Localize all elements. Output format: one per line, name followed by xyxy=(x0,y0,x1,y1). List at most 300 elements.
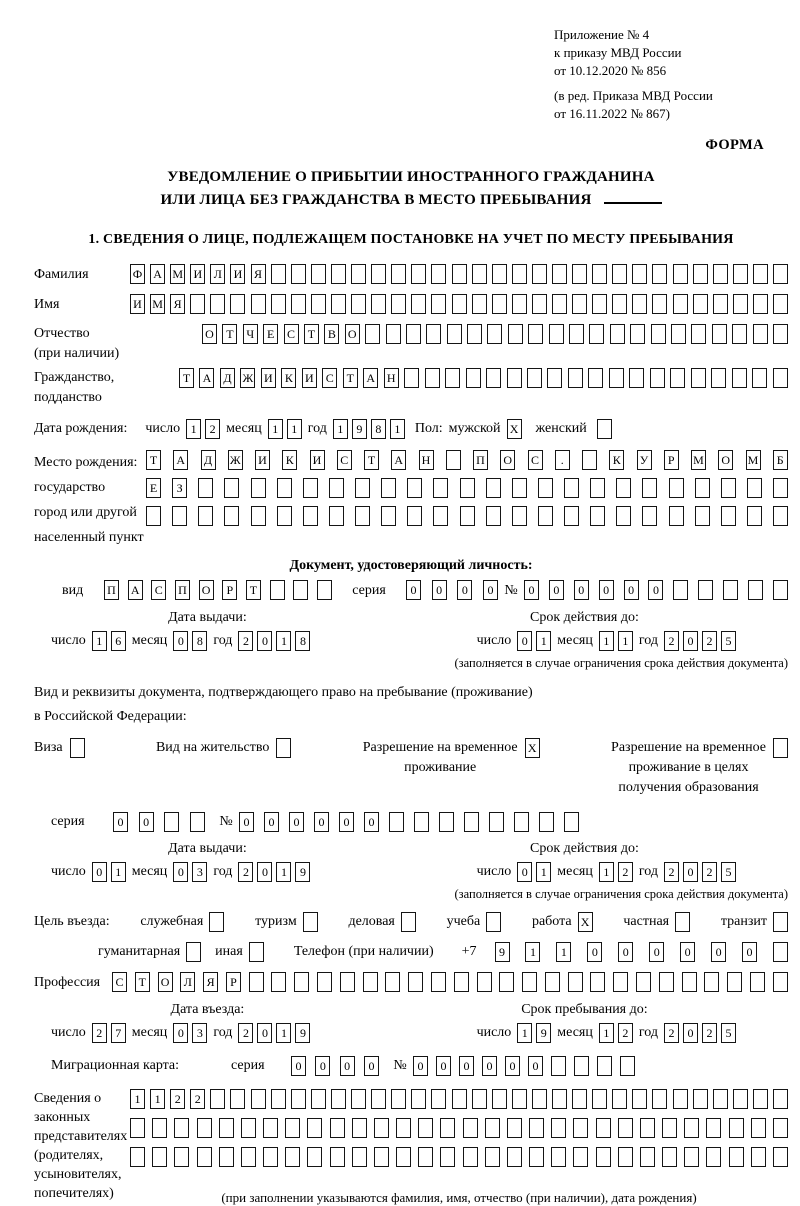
char-cell[interactable]: Ж xyxy=(228,450,243,470)
char-cell[interactable]: А xyxy=(173,450,188,470)
char-cell[interactable] xyxy=(512,506,527,526)
char-cell[interactable] xyxy=(431,1089,446,1109)
char-cell[interactable] xyxy=(673,294,688,314)
char-cell[interactable] xyxy=(507,1118,522,1138)
char-cell[interactable] xyxy=(732,368,747,388)
char-cell[interactable] xyxy=(311,264,326,284)
char-cell[interactable]: О xyxy=(718,450,733,470)
char-cell[interactable]: П xyxy=(473,450,488,470)
char-cell[interactable] xyxy=(447,324,462,344)
char-cell[interactable] xyxy=(317,580,332,600)
char-cell[interactable] xyxy=(408,972,423,992)
char-cell[interactable] xyxy=(492,264,507,284)
char-cell[interactable]: М xyxy=(150,294,165,314)
char-cell[interactable] xyxy=(752,368,767,388)
char-cell[interactable]: 0 xyxy=(505,1056,520,1076)
char-cell[interactable] xyxy=(472,1089,487,1109)
char-cell[interactable]: Д xyxy=(220,368,235,388)
char-cell[interactable]: 0 xyxy=(364,812,379,832)
char-cell[interactable] xyxy=(499,972,514,992)
char-cell[interactable] xyxy=(721,478,736,498)
char-cell[interactable]: 0 xyxy=(711,942,726,962)
char-cell[interactable]: 0 xyxy=(482,1056,497,1076)
char-cell[interactable]: С xyxy=(337,450,352,470)
char-cell[interactable]: А xyxy=(391,450,406,470)
char-cell[interactable]: X xyxy=(525,738,540,758)
char-cell[interactable] xyxy=(507,368,522,388)
char-cell[interactable] xyxy=(374,1147,389,1167)
char-cell[interactable] xyxy=(198,506,213,526)
char-cell[interactable] xyxy=(773,912,788,932)
char-cell[interactable] xyxy=(564,506,579,526)
char-cell[interactable]: 0 xyxy=(683,1023,698,1043)
char-cell[interactable]: Ч xyxy=(243,324,258,344)
char-cell[interactable]: Я xyxy=(203,972,218,992)
char-cell[interactable] xyxy=(351,294,366,314)
char-cell[interactable] xyxy=(684,1147,699,1167)
char-cell[interactable]: О xyxy=(345,324,360,344)
char-cell[interactable] xyxy=(492,1089,507,1109)
char-cell[interactable] xyxy=(773,1089,788,1109)
char-cell[interactable]: 0 xyxy=(257,862,272,882)
char-cell[interactable] xyxy=(485,1118,500,1138)
char-cell[interactable] xyxy=(704,972,719,992)
char-cell[interactable]: 0 xyxy=(173,631,188,651)
char-cell[interactable] xyxy=(650,368,665,388)
char-cell[interactable]: 0 xyxy=(649,942,664,962)
char-cell[interactable] xyxy=(285,1147,300,1167)
char-cell[interactable] xyxy=(723,580,738,600)
char-cell[interactable] xyxy=(249,972,264,992)
char-cell[interactable] xyxy=(317,972,332,992)
char-cell[interactable] xyxy=(271,264,286,284)
char-cell[interactable] xyxy=(706,1118,721,1138)
char-cell[interactable]: 0 xyxy=(683,631,698,651)
char-cell[interactable]: П xyxy=(104,580,119,600)
char-cell[interactable] xyxy=(329,478,344,498)
char-cell[interactable]: 0 xyxy=(340,1056,355,1076)
char-cell[interactable] xyxy=(330,1147,345,1167)
char-cell[interactable]: О xyxy=(158,972,173,992)
char-cell[interactable] xyxy=(219,1118,234,1138)
char-cell[interactable] xyxy=(618,1147,633,1167)
char-cell[interactable] xyxy=(460,478,475,498)
char-cell[interactable] xyxy=(311,1089,326,1109)
char-cell[interactable] xyxy=(452,1089,467,1109)
char-cell[interactable] xyxy=(303,478,318,498)
char-cell[interactable] xyxy=(748,580,763,600)
char-cell[interactable] xyxy=(651,324,666,344)
char-cell[interactable] xyxy=(371,294,386,314)
char-cell[interactable] xyxy=(669,478,684,498)
char-cell[interactable]: 0 xyxy=(517,862,532,882)
char-cell[interactable]: 2 xyxy=(238,1023,253,1043)
char-cell[interactable]: С xyxy=(322,368,337,388)
char-cell[interactable]: Т xyxy=(304,324,319,344)
char-cell[interactable] xyxy=(682,972,697,992)
char-cell[interactable] xyxy=(197,1118,212,1138)
char-cell[interactable] xyxy=(460,506,475,526)
char-cell[interactable] xyxy=(592,1089,607,1109)
char-cell[interactable]: 2 xyxy=(702,631,717,651)
char-cell[interactable] xyxy=(230,294,245,314)
char-cell[interactable] xyxy=(568,972,583,992)
char-cell[interactable] xyxy=(640,1118,655,1138)
char-cell[interactable] xyxy=(464,812,479,832)
char-cell[interactable]: 5 xyxy=(721,631,736,651)
char-cell[interactable] xyxy=(751,1118,766,1138)
char-cell[interactable] xyxy=(773,506,788,526)
char-cell[interactable] xyxy=(303,506,318,526)
char-cell[interactable] xyxy=(251,506,266,526)
char-cell[interactable] xyxy=(552,264,567,284)
char-cell[interactable] xyxy=(532,264,547,284)
char-cell[interactable] xyxy=(713,264,728,284)
char-cell[interactable]: 6 xyxy=(111,631,126,651)
char-cell[interactable]: 0 xyxy=(457,580,472,600)
char-cell[interactable] xyxy=(440,1147,455,1167)
char-cell[interactable]: 1 xyxy=(276,862,291,882)
char-cell[interactable]: К xyxy=(281,368,296,388)
char-cell[interactable]: 0 xyxy=(264,812,279,832)
char-cell[interactable]: 0 xyxy=(406,580,421,600)
char-cell[interactable]: 0 xyxy=(528,1056,543,1076)
char-cell[interactable]: 2 xyxy=(702,1023,717,1043)
char-cell[interactable] xyxy=(352,1147,367,1167)
char-cell[interactable] xyxy=(773,1118,788,1138)
char-cell[interactable]: 0 xyxy=(683,862,698,882)
char-cell[interactable]: Т xyxy=(135,972,150,992)
char-cell[interactable]: О xyxy=(202,324,217,344)
char-cell[interactable] xyxy=(773,264,788,284)
char-cell[interactable] xyxy=(592,294,607,314)
char-cell[interactable] xyxy=(652,1089,667,1109)
char-cell[interactable]: Е xyxy=(146,478,161,498)
char-cell[interactable] xyxy=(552,1089,567,1109)
char-cell[interactable]: М xyxy=(170,264,185,284)
char-cell[interactable] xyxy=(425,368,440,388)
char-cell[interactable] xyxy=(407,506,422,526)
char-cell[interactable]: А xyxy=(128,580,143,600)
char-cell[interactable]: 1 xyxy=(186,419,201,439)
char-cell[interactable]: М xyxy=(746,450,761,470)
char-cell[interactable] xyxy=(445,368,460,388)
char-cell[interactable]: 2 xyxy=(205,419,220,439)
char-cell[interactable] xyxy=(251,478,266,498)
char-cell[interactable]: 1 xyxy=(599,631,614,651)
char-cell[interactable] xyxy=(330,1118,345,1138)
char-cell[interactable] xyxy=(230,1089,245,1109)
char-cell[interactable]: Т xyxy=(146,450,161,470)
char-cell[interactable]: Т xyxy=(364,450,379,470)
char-cell[interactable] xyxy=(303,912,318,932)
char-cell[interactable]: 8 xyxy=(192,631,207,651)
char-cell[interactable]: 0 xyxy=(524,580,539,600)
char-cell[interactable] xyxy=(711,368,726,388)
char-cell[interactable]: 1 xyxy=(536,862,551,882)
char-cell[interactable] xyxy=(271,294,286,314)
char-cell[interactable]: О xyxy=(500,450,515,470)
char-cell[interactable]: Н xyxy=(384,368,399,388)
char-cell[interactable] xyxy=(539,812,554,832)
char-cell[interactable]: 0 xyxy=(599,580,614,600)
char-cell[interactable]: Ф xyxy=(130,264,145,284)
char-cell[interactable] xyxy=(662,1118,677,1138)
char-cell[interactable] xyxy=(616,478,631,498)
char-cell[interactable]: Я xyxy=(251,264,266,284)
char-cell[interactable]: Л xyxy=(210,264,225,284)
char-cell[interactable] xyxy=(486,912,501,932)
char-cell[interactable] xyxy=(747,478,762,498)
char-cell[interactable] xyxy=(385,972,400,992)
char-cell[interactable] xyxy=(307,1118,322,1138)
char-cell[interactable]: З xyxy=(172,478,187,498)
char-cell[interactable]: 0 xyxy=(239,812,254,832)
char-cell[interactable] xyxy=(698,580,713,600)
char-cell[interactable] xyxy=(538,478,553,498)
char-cell[interactable] xyxy=(551,1118,566,1138)
char-cell[interactable]: Т xyxy=(246,580,261,600)
char-cell[interactable] xyxy=(528,324,543,344)
char-cell[interactable] xyxy=(463,1118,478,1138)
char-cell[interactable]: 2 xyxy=(702,862,717,882)
char-cell[interactable]: 0 xyxy=(624,580,639,600)
char-cell[interactable]: 0 xyxy=(257,631,272,651)
char-cell[interactable] xyxy=(592,264,607,284)
char-cell[interactable] xyxy=(695,506,710,526)
char-cell[interactable] xyxy=(487,324,502,344)
char-cell[interactable] xyxy=(691,324,706,344)
char-cell[interactable] xyxy=(551,1056,566,1076)
char-cell[interactable] xyxy=(673,264,688,284)
char-cell[interactable] xyxy=(355,506,370,526)
char-cell[interactable] xyxy=(588,368,603,388)
char-cell[interactable] xyxy=(249,942,264,962)
char-cell[interactable] xyxy=(773,580,788,600)
char-cell[interactable] xyxy=(371,264,386,284)
char-cell[interactable] xyxy=(512,478,527,498)
char-cell[interactable] xyxy=(472,294,487,314)
char-cell[interactable] xyxy=(164,812,179,832)
char-cell[interactable]: 0 xyxy=(587,942,602,962)
char-cell[interactable]: И xyxy=(255,450,270,470)
char-cell[interactable]: И xyxy=(230,264,245,284)
char-cell[interactable] xyxy=(371,1089,386,1109)
char-cell[interactable] xyxy=(433,506,448,526)
char-cell[interactable] xyxy=(732,324,747,344)
char-cell[interactable] xyxy=(446,450,461,470)
char-cell[interactable]: 0 xyxy=(364,1056,379,1076)
char-cell[interactable] xyxy=(307,1147,322,1167)
char-cell[interactable] xyxy=(311,294,326,314)
char-cell[interactable]: Р xyxy=(226,972,241,992)
char-cell[interactable]: И xyxy=(302,368,317,388)
char-cell[interactable]: 1 xyxy=(556,942,571,962)
char-cell[interactable] xyxy=(431,294,446,314)
char-cell[interactable] xyxy=(612,294,627,314)
char-cell[interactable]: 1 xyxy=(287,419,302,439)
char-cell[interactable]: 9 xyxy=(295,862,310,882)
char-cell[interactable] xyxy=(210,1089,225,1109)
char-cell[interactable]: 0 xyxy=(173,862,188,882)
char-cell[interactable]: Т xyxy=(222,324,237,344)
char-cell[interactable]: 1 xyxy=(150,1089,165,1109)
char-cell[interactable] xyxy=(729,1147,744,1167)
char-cell[interactable]: Д xyxy=(201,450,216,470)
char-cell[interactable]: 1 xyxy=(333,419,348,439)
char-cell[interactable] xyxy=(431,264,446,284)
char-cell[interactable] xyxy=(522,972,537,992)
char-cell[interactable] xyxy=(750,972,765,992)
char-cell[interactable] xyxy=(632,264,647,284)
char-cell[interactable] xyxy=(381,478,396,498)
char-cell[interactable] xyxy=(573,1147,588,1167)
char-cell[interactable] xyxy=(693,1089,708,1109)
char-cell[interactable]: С xyxy=(284,324,299,344)
char-cell[interactable]: 0 xyxy=(339,812,354,832)
char-cell[interactable] xyxy=(773,478,788,498)
char-cell[interactable]: Т xyxy=(179,368,194,388)
char-cell[interactable] xyxy=(773,368,788,388)
char-cell[interactable] xyxy=(613,972,628,992)
char-cell[interactable] xyxy=(532,1089,547,1109)
char-cell[interactable] xyxy=(612,1089,627,1109)
char-cell[interactable] xyxy=(190,812,205,832)
char-cell[interactable] xyxy=(620,1056,635,1076)
char-cell[interactable]: 0 xyxy=(574,580,589,600)
char-cell[interactable]: М xyxy=(691,450,706,470)
char-cell[interactable] xyxy=(197,1147,212,1167)
char-cell[interactable]: 5 xyxy=(721,1023,736,1043)
char-cell[interactable]: 7 xyxy=(111,1023,126,1043)
char-cell[interactable]: 2 xyxy=(170,1089,185,1109)
char-cell[interactable]: 0 xyxy=(92,862,107,882)
char-cell[interactable] xyxy=(285,1118,300,1138)
char-cell[interactable]: 0 xyxy=(139,812,154,832)
char-cell[interactable] xyxy=(365,324,380,344)
char-cell[interactable] xyxy=(659,972,674,992)
char-cell[interactable]: 3 xyxy=(192,1023,207,1043)
char-cell[interactable] xyxy=(713,1089,728,1109)
char-cell[interactable] xyxy=(431,972,446,992)
char-cell[interactable] xyxy=(407,478,422,498)
char-cell[interactable] xyxy=(277,478,292,498)
char-cell[interactable] xyxy=(331,294,346,314)
char-cell[interactable] xyxy=(472,264,487,284)
char-cell[interactable]: 2 xyxy=(618,1023,633,1043)
char-cell[interactable] xyxy=(363,972,378,992)
char-cell[interactable] xyxy=(632,294,647,314)
char-cell[interactable]: 0 xyxy=(648,580,663,600)
char-cell[interactable] xyxy=(549,324,564,344)
char-cell[interactable] xyxy=(527,368,542,388)
char-cell[interactable]: К xyxy=(609,450,624,470)
char-cell[interactable] xyxy=(219,1147,234,1167)
char-cell[interactable] xyxy=(174,1118,189,1138)
char-cell[interactable]: К xyxy=(282,450,297,470)
char-cell[interactable] xyxy=(630,324,645,344)
char-cell[interactable] xyxy=(713,294,728,314)
char-cell[interactable] xyxy=(152,1118,167,1138)
char-cell[interactable] xyxy=(146,506,161,526)
char-cell[interactable] xyxy=(492,294,507,314)
char-cell[interactable]: 8 xyxy=(295,631,310,651)
char-cell[interactable] xyxy=(411,1089,426,1109)
char-cell[interactable] xyxy=(340,972,355,992)
char-cell[interactable] xyxy=(673,580,688,600)
char-cell[interactable] xyxy=(374,1118,389,1138)
char-cell[interactable] xyxy=(691,368,706,388)
char-cell[interactable] xyxy=(569,324,584,344)
char-cell[interactable] xyxy=(198,478,213,498)
char-cell[interactable]: 1 xyxy=(390,419,405,439)
char-cell[interactable] xyxy=(640,1147,655,1167)
char-cell[interactable] xyxy=(224,506,239,526)
char-cell[interactable] xyxy=(670,368,685,388)
char-cell[interactable] xyxy=(529,1147,544,1167)
char-cell[interactable] xyxy=(263,1147,278,1167)
char-cell[interactable] xyxy=(573,1118,588,1138)
char-cell[interactable] xyxy=(224,478,239,498)
char-cell[interactable] xyxy=(396,1147,411,1167)
char-cell[interactable] xyxy=(70,738,85,758)
char-cell[interactable]: 2 xyxy=(664,1023,679,1043)
char-cell[interactable] xyxy=(547,368,562,388)
char-cell[interactable] xyxy=(753,294,768,314)
char-cell[interactable]: 0 xyxy=(314,812,329,832)
char-cell[interactable] xyxy=(439,812,454,832)
char-cell[interactable]: И xyxy=(130,294,145,314)
char-cell[interactable] xyxy=(693,264,708,284)
char-cell[interactable] xyxy=(512,264,527,284)
char-cell[interactable] xyxy=(673,1089,688,1109)
char-cell[interactable] xyxy=(270,580,285,600)
char-cell[interactable] xyxy=(675,912,690,932)
char-cell[interactable] xyxy=(596,1118,611,1138)
char-cell[interactable]: . xyxy=(555,450,570,470)
char-cell[interactable] xyxy=(572,264,587,284)
char-cell[interactable] xyxy=(512,294,527,314)
char-cell[interactable]: 0 xyxy=(315,1056,330,1076)
char-cell[interactable] xyxy=(773,324,788,344)
char-cell[interactable]: 9 xyxy=(495,942,510,962)
char-cell[interactable] xyxy=(616,506,631,526)
char-cell[interactable] xyxy=(733,294,748,314)
char-cell[interactable]: 0 xyxy=(173,1023,188,1043)
char-cell[interactable] xyxy=(414,812,429,832)
char-cell[interactable] xyxy=(271,972,286,992)
char-cell[interactable]: 9 xyxy=(352,419,367,439)
char-cell[interactable] xyxy=(209,912,224,932)
char-cell[interactable]: О xyxy=(199,580,214,600)
char-cell[interactable]: 0 xyxy=(459,1056,474,1076)
char-cell[interactable] xyxy=(596,1147,611,1167)
char-cell[interactable] xyxy=(391,294,406,314)
char-cell[interactable] xyxy=(538,506,553,526)
char-cell[interactable]: 5 xyxy=(721,862,736,882)
char-cell[interactable] xyxy=(391,264,406,284)
char-cell[interactable]: П xyxy=(175,580,190,600)
char-cell[interactable]: 0 xyxy=(432,580,447,600)
char-cell[interactable] xyxy=(263,1118,278,1138)
char-cell[interactable] xyxy=(186,942,201,962)
char-cell[interactable]: Р xyxy=(664,450,679,470)
char-cell[interactable] xyxy=(294,972,309,992)
char-cell[interactable]: 1 xyxy=(517,1023,532,1043)
char-cell[interactable] xyxy=(174,1147,189,1167)
char-cell[interactable] xyxy=(404,368,419,388)
char-cell[interactable]: 1 xyxy=(111,862,126,882)
